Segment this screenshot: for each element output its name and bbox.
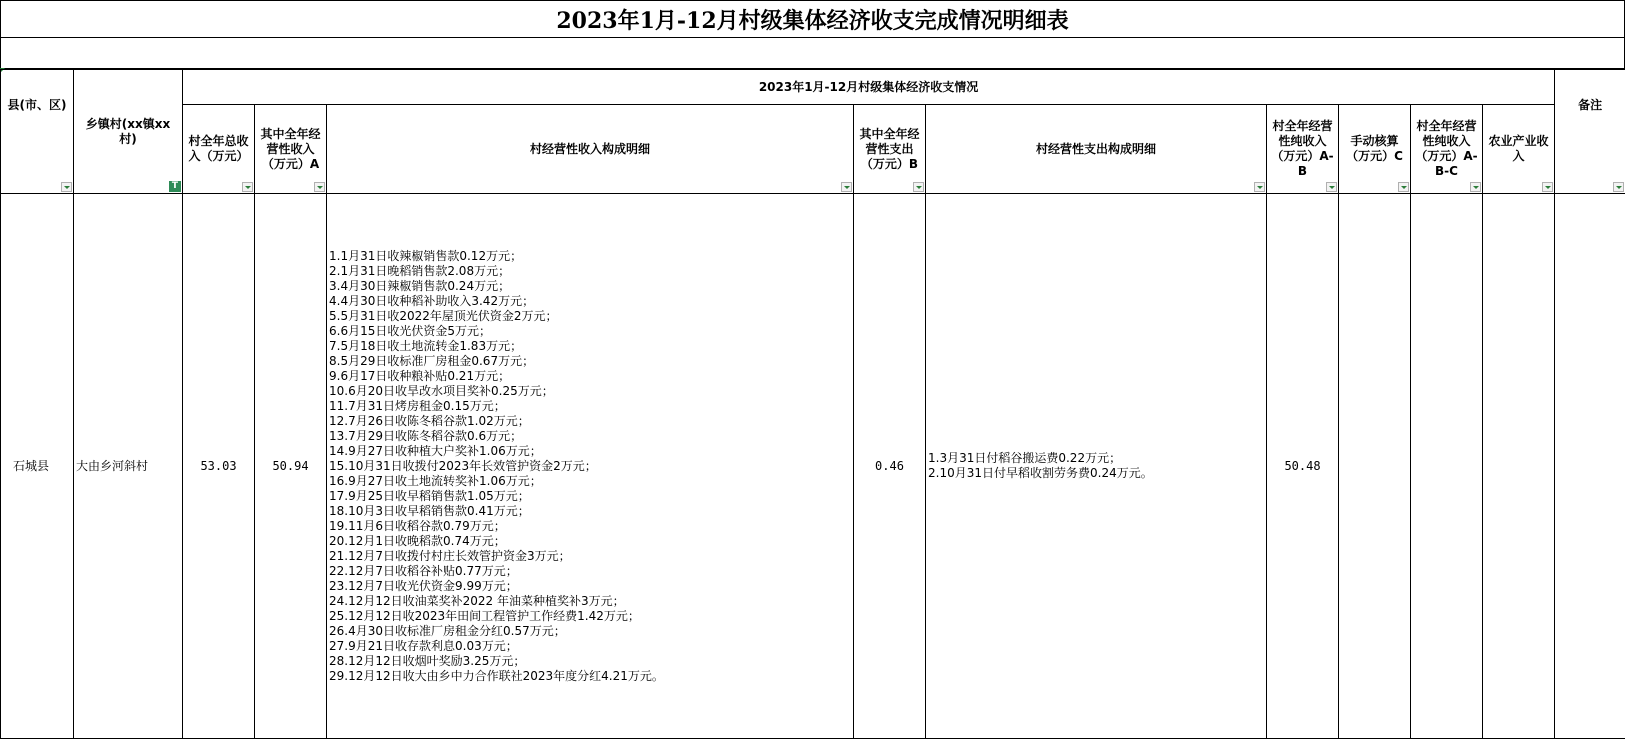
income-item: 28.12月12日收烟叶奖励3.25万元； (329, 653, 526, 668)
filter-dropdown-icon[interactable] (841, 182, 852, 192)
cell-remark[interactable] (1555, 194, 1625, 739)
cell-net-income-c[interactable] (1411, 194, 1483, 739)
header-net-income-c[interactable] (1411, 105, 1483, 194)
income-item: 27.9月21日收存款利息0.03万元； (329, 638, 518, 653)
expense-detail-list (928, 451, 1266, 481)
header-income-detail[interactable] (327, 105, 854, 194)
sheet-title: 2023年1月-12月村级集体经济收支完成情况明细表 (556, 7, 1069, 34)
cell-income-detail[interactable] (327, 194, 854, 739)
header-net-income-c-label: 村全年经营性纯收入（万元）A-B-C (1415, 119, 1478, 178)
header-operating-expense[interactable] (854, 105, 926, 194)
filter-dropdown-icon[interactable] (314, 182, 325, 192)
income-item: 9.6月17日收种粮补贴0.21万元； (329, 368, 511, 383)
header-remark-label: 备注 (1578, 98, 1603, 112)
income-item: 15.10月31日收拨付2023年长效管护资金2万元； (329, 458, 597, 473)
cell-county[interactable]: 石城县 (1, 194, 74, 739)
cell-agri-income[interactable] (1483, 194, 1555, 739)
income-item: 11.7月31日烤房租金0.15万元； (329, 398, 506, 413)
header-net-income[interactable] (1267, 105, 1339, 194)
income-item: 12.7月26日收陈冬稻谷款1.02万元； (329, 413, 530, 428)
cell-expense-detail[interactable] (926, 194, 1267, 739)
filter-dropdown-icon[interactable] (61, 182, 72, 192)
income-item: 18.10月3日收早稻销售款0.41万元； (329, 503, 530, 518)
income-item: 5.5月31日收2022年屋顶光伏资金2万元； (329, 308, 558, 323)
income-item: 29.12月12日收大由乡中力合作联社2023年度分红4.21万元。 (329, 668, 664, 683)
header-income-detail-label: 村经营性收入构成明细 (529, 141, 650, 156)
income-item: 13.7月29日收陈冬稻谷款0.6万元； (329, 428, 523, 443)
header-village-label: 乡镇村(xx镇xx村) (85, 116, 171, 146)
title-row[interactable] (0, 0, 1625, 38)
header-manual-check[interactable] (1339, 105, 1411, 194)
income-item: 14.9月27日收种植大户奖补1.06万元； (329, 443, 542, 458)
income-item: 23.12月7日收光伏资金9.99万元； (329, 578, 518, 593)
header-village[interactable] (74, 70, 183, 194)
income-item: 4.4月30日收种稻补助收入3.42万元； (329, 293, 535, 308)
group-header[interactable] (183, 70, 1555, 105)
income-item: 3.4月30日辣椒销售款0.24万元； (329, 278, 511, 293)
income-item: 25.12月12日收2023年田间工程管护工作经费1.42万元； (329, 608, 640, 623)
header-net-income-label: 村全年经营性纯收入（万元）A-B (1271, 119, 1334, 178)
income-item: 19.11月6日收稻谷款0.79万元； (329, 518, 506, 533)
header-agri-income[interactable] (1483, 105, 1555, 194)
header-manual-check-label: 手动核算（万元）C (1346, 134, 1403, 163)
header-operating-income[interactable] (255, 105, 327, 194)
header-expense-detail[interactable] (926, 105, 1267, 194)
cell-net-income[interactable]: 50.48 (1267, 194, 1339, 739)
income-detail-list (329, 249, 853, 684)
cell-total-income[interactable]: 53.03 (183, 194, 255, 739)
income-item: 21.12月7日收拨付村庄长效管护资金3万元； (329, 548, 571, 563)
income-item: 22.12月7日收稻谷补贴0.77万元； (329, 563, 518, 578)
cell-village[interactable]: 大由乡河斜村 (74, 194, 183, 739)
filter-dropdown-icon[interactable] (1470, 182, 1481, 192)
income-item: 16.9月27日收土地流转奖补1.06万元； (329, 473, 542, 488)
expense-item: 1.3月31日付稻谷搬运费0.22万元； (928, 451, 1122, 465)
income-item: 24.12月12日收油菜奖补2022 年油菜种植奖补3万元； (329, 593, 625, 608)
income-item: 6.6月15日收光伏资金5万元； (329, 323, 491, 338)
header-agri-income-label: 农业产业收入 (1488, 134, 1549, 163)
filter-dropdown-icon[interactable] (913, 182, 924, 192)
data-table (0, 69, 1625, 739)
income-item: 8.5月29日收标准厂房租金0.67万元； (329, 353, 535, 368)
header-remark[interactable] (1555, 70, 1625, 194)
income-item: 10.6月20日收旱改水项目奖补0.25万元； (329, 383, 554, 398)
income-item: 2.1月31日晚稻销售款2.08万元； (329, 263, 511, 278)
filter-dropdown-icon[interactable] (1542, 182, 1553, 192)
cell-manual-check[interactable] (1339, 194, 1411, 739)
cell-operating-expense[interactable]: 0.46 (854, 194, 926, 739)
filter-dropdown-icon[interactable] (1326, 182, 1337, 192)
income-item: 7.5月18日收土地流转金1.83万元； (329, 338, 523, 353)
expense-item: 2.10月31日付早稻收割劳务费0.24万元。 (928, 466, 1153, 480)
filter-dropdown-icon[interactable] (1613, 182, 1624, 192)
income-item: 26.4月30日收标准厂房租金分红0.57万元； (329, 623, 566, 638)
header-operating-income-label: 其中全年经营性收入（万元）A (260, 126, 321, 171)
blank-row[interactable] (0, 37, 1625, 69)
group-header-label: 2023年1月-12月村级集体经济收支情况 (758, 79, 979, 94)
header-county[interactable] (1, 70, 74, 194)
header-operating-expense-label: 其中全年经营性支出（万元）B (859, 126, 920, 171)
income-item: 1.1月31日收辣椒销售款0.12万元； (329, 248, 523, 263)
header-total-income[interactable] (183, 105, 255, 194)
cell-operating-income[interactable]: 50.94 (255, 194, 327, 739)
income-item: 20.12月1日收晚稻款0.74万元； (329, 533, 506, 548)
header-expense-detail-label: 村经营性支出构成明细 (1035, 141, 1156, 156)
filter-dropdown-icon[interactable] (1254, 182, 1265, 192)
filter-dropdown-icon[interactable] (242, 182, 253, 192)
header-total-income-label: 村全年总收入（万元） (188, 134, 249, 163)
filter-dropdown-icon[interactable] (1398, 182, 1409, 192)
income-item: 17.9月25日收早稻销售款1.05万元； (329, 488, 530, 503)
header-county-label: 县(市、区) (7, 98, 67, 112)
active-filter-icon[interactable]: T (169, 181, 181, 192)
